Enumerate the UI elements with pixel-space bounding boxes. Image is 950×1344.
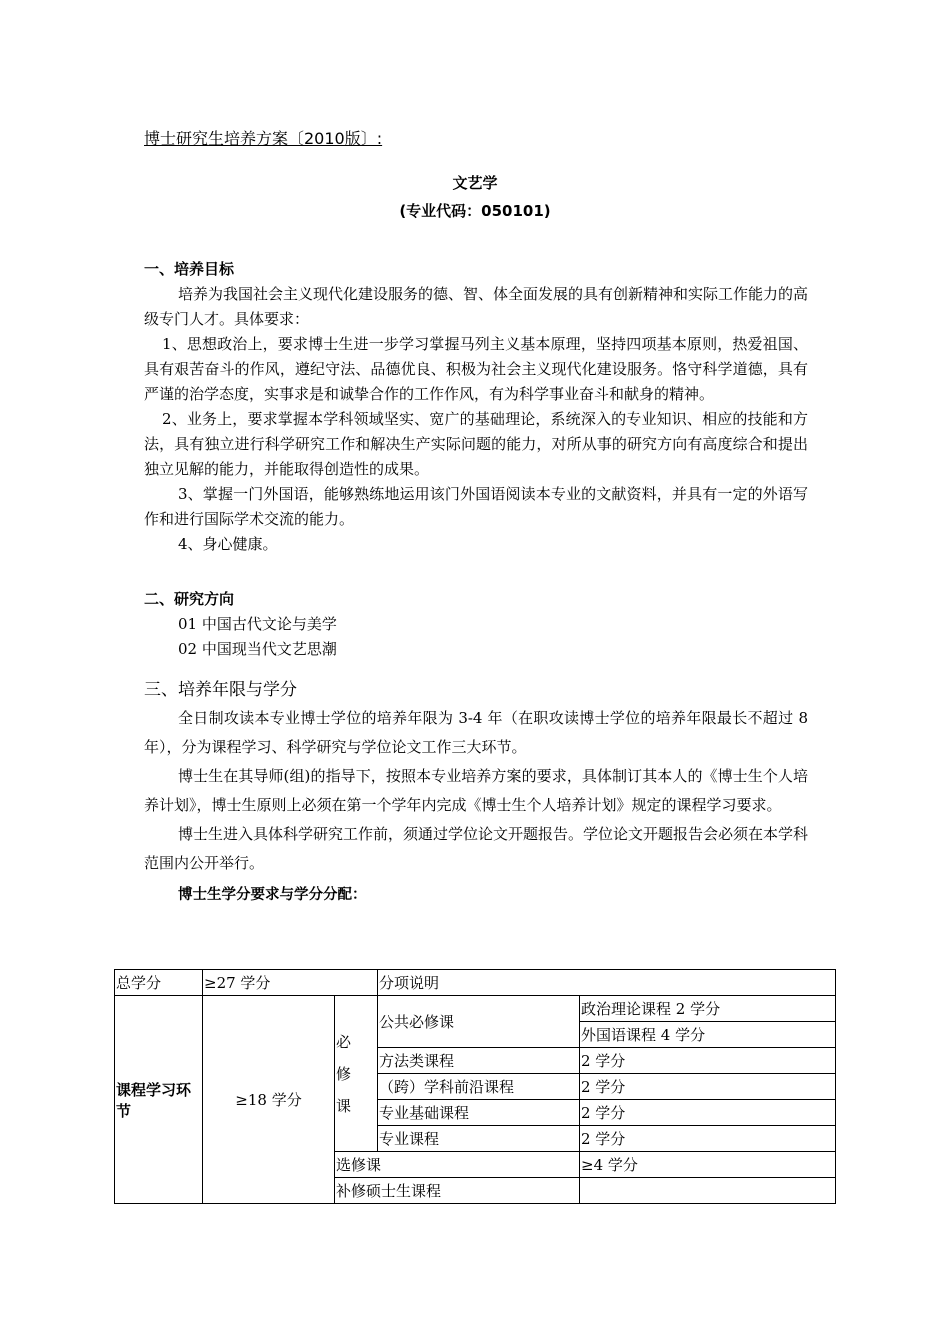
course-stage-credits: ≥18 学分 — [203, 996, 335, 1204]
section-heading-duration: 三、培养年限与学分 — [144, 680, 297, 700]
major-course-credits: 2 学分 — [580, 1126, 836, 1152]
elective-course: 选修课 — [335, 1152, 580, 1178]
frontier-course-credits: 2 学分 — [580, 1074, 836, 1100]
frontier-course: （跨）学科前沿课程 — [378, 1074, 580, 1100]
duration-paragraph: 全日制攻读本专业博士学位的培养年限为 3-4 年（在职攻读博士学位的培养年限最长不超过 8 年），分为课程学习、科学研究与学位论文工作三大环节。 — [144, 709, 808, 756]
major-code: (专业代码：050101) — [399, 202, 551, 220]
politics-course: 政治理论课程 2 学分 — [580, 996, 836, 1022]
required-char: 必 — [336, 1032, 352, 1051]
credits-table — [114, 969, 836, 1204]
section-heading-directions: 二、研究方向 — [144, 590, 235, 608]
elective-course-credits: ≥4 学分 — [580, 1152, 836, 1178]
foreign-language-course: 外国语课程 4 学分 — [580, 1022, 836, 1048]
total-credits-label: 总学分 — [115, 970, 203, 996]
plan-paragraph: 博士生在其导师(组)的指导下，按照本专业培养方案的要求，具体制订其本人的《博士生个人培养计划》，博士生原则上必须在第一个学年内完成《博士生个人培养计划》规定的课程学习要求。 — [144, 767, 808, 814]
method-course-credits: 2 学分 — [580, 1048, 836, 1074]
method-course: 方法类课程 — [378, 1048, 580, 1074]
basic-course-credits: 2 学分 — [580, 1100, 836, 1126]
required-char: 修 — [336, 1064, 352, 1083]
proposal-paragraph: 博士生进入具体科学研究工作前，须通过学位论文开题报告。学位论文开题报告会必须在本学科范围内公开举行。 — [144, 825, 809, 872]
table-caption: 博士生学分要求与学分分配： — [178, 887, 367, 903]
goals-requirement-2: 2、业务上，要求掌握本学科领域坚实、宽广的基础理论，系统深入的专业知识、相应的技能和方法，具有独立进行科学研究工作和解决生产实际问题的能力，对所从事的研究方向有高度综合和提出独立见解的能力，并能取得创造性的成果。 — [144, 410, 808, 478]
goals-requirement-4: 4、身心健康。 — [178, 535, 278, 553]
public-required-course: 公共必修课 — [378, 996, 580, 1048]
major-course: 专业课程 — [378, 1126, 580, 1152]
section-heading-goals: 一、培养目标 — [144, 260, 235, 278]
major-name: 文艺学 — [452, 174, 498, 192]
makeup-course: 补修硕士生课程 — [335, 1178, 580, 1204]
required-char: 课 — [336, 1096, 352, 1115]
goals-requirement-1: 1、思想政治上，要求博士生进一步学习掌握马列主义基本原理，坚持四项基本原则，热爱祖国、具有艰苦奋斗的作风，遵纪守法、品德优良、积极为社会主义现代化建设服务。恪守科学道德，具有严谨的治学态度，实事求是和诚挚合作的工作作风，有为科学事业奋斗和献身的精神。 — [144, 335, 808, 403]
goals-intro: 培养为我国社会主义现代化建设服务的德、智、体全面发展的具有创新精神和实际工作能力的高级专门人才。具体要求： — [144, 285, 809, 328]
goals-requirement-3: 3、掌握一门外国语，能够熟练地运用该门外国语阅读本专业的文献资料，并具有一定的外语写作和进行国际学术交流的能力。 — [144, 485, 808, 528]
basic-course: 专业基础课程 — [378, 1100, 580, 1126]
makeup-course-credits — [580, 1178, 836, 1204]
course-stage-label: 课程学习环节 — [115, 996, 203, 1204]
total-credits-value: ≥27 学分 — [203, 970, 378, 996]
document-body — [144, 257, 808, 906]
breakdown-label: 分项说明 — [378, 970, 836, 996]
research-direction-item: 02 中国现当代文艺思潮 — [178, 640, 337, 658]
document-title: 博士研究生培养方案〔2010版〕: — [144, 129, 383, 148]
research-direction-item: 01 中国古代文论与美学 — [178, 615, 337, 633]
required-course-label — [335, 996, 378, 1152]
